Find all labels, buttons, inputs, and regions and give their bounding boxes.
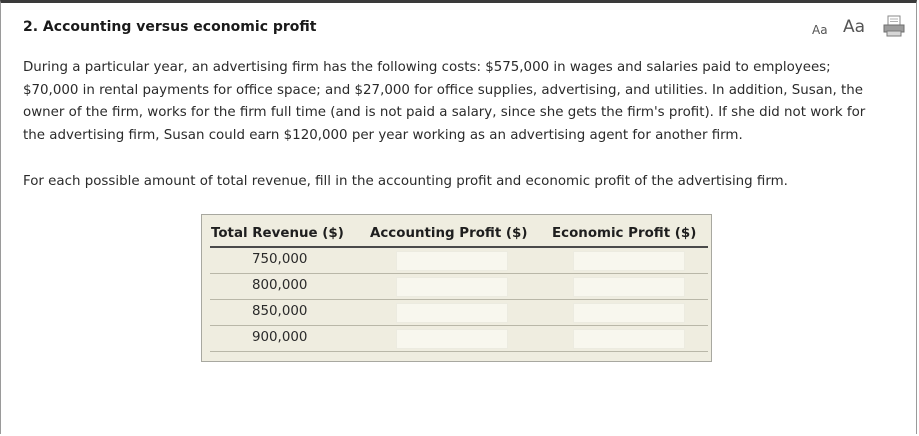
table-row <box>210 326 708 352</box>
revenue-cell: 750,000 <box>252 252 308 267</box>
economic-profit-input[interactable] <box>573 303 685 323</box>
accounting-profit-input[interactable] <box>396 277 508 297</box>
accounting-profit-input[interactable] <box>396 251 508 271</box>
problem-line: owner of the firm, works for the firm full time (and is not paid a salary, since she gets the firm's profit). If she did not work for <box>23 105 866 120</box>
economic-profit-input[interactable] <box>573 277 685 297</box>
instruction-text: For each possible amount of total revenue, fill in the accounting profit and economic profit of the advertising firm. <box>23 174 788 189</box>
accounting-profit-input[interactable] <box>396 329 508 349</box>
revenue-cell: 800,000 <box>252 278 308 293</box>
economic-profit-input[interactable] <box>573 329 685 349</box>
decrease-font-button[interactable]: Aa <box>812 23 828 37</box>
table-row <box>210 300 708 326</box>
revenue-cell: 850,000 <box>252 304 308 319</box>
problem-line: the advertising firm, Susan could earn $120,000 per year working as an advertising agent for another firm. <box>23 127 743 143</box>
revenue-cell: 900,000 <box>252 330 308 345</box>
economic-profit-input[interactable] <box>573 251 685 271</box>
accounting-profit-input[interactable] <box>396 303 508 323</box>
problem-statement <box>23 57 893 147</box>
table-row <box>210 248 708 274</box>
problem-line: During a particular year, an advertising firm has the following costs: $575,000 in wages and salaries paid to employees; <box>23 60 831 75</box>
header-total-revenue: Total Revenue ($) <box>211 226 344 241</box>
header-economic-profit: Economic Profit ($) <box>552 226 697 241</box>
question-title: 2. Accounting versus economic profit <box>23 19 317 35</box>
increase-font-button[interactable]: Aa <box>843 17 866 37</box>
profit-table <box>201 214 712 362</box>
problem-line: $70,000 in rental payments for office space; and $27,000 for office supplies, advertising, and utilities. In addition, Susan, the <box>23 82 863 98</box>
table-row <box>210 274 708 300</box>
header-accounting-profit: Accounting Profit ($) <box>370 226 528 241</box>
print-icon[interactable] <box>883 15 905 37</box>
